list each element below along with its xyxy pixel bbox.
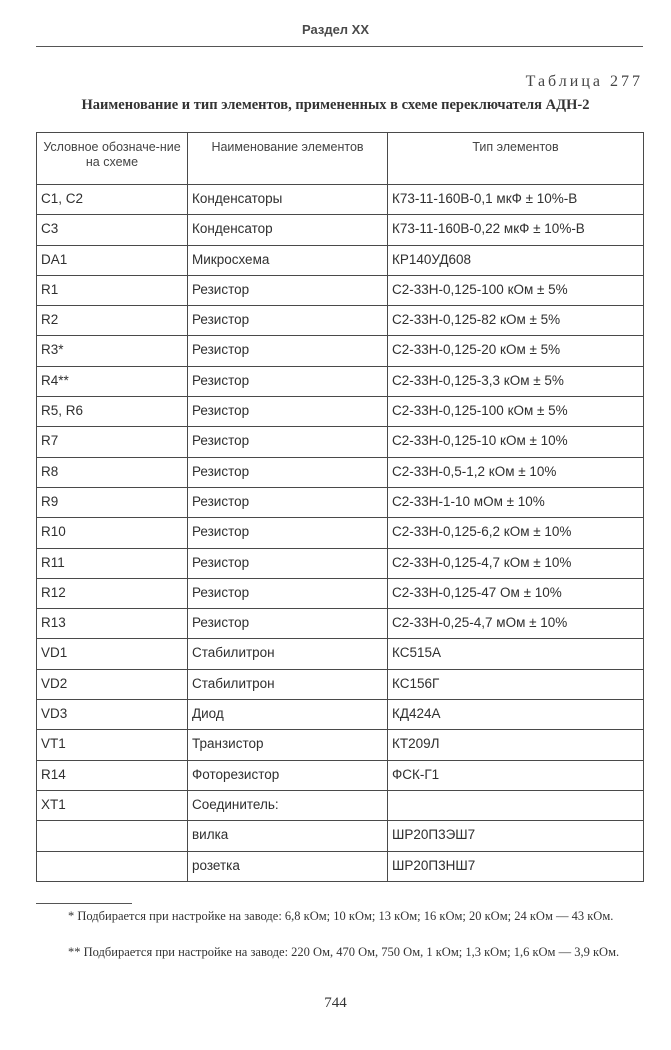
- table-caption: Наименование и тип элементов, примененных в схеме переключателя АДН-2: [81, 97, 590, 113]
- table-row: [37, 185, 644, 215]
- table-row: [37, 578, 644, 608]
- cell-designation: C1, C2: [37, 185, 188, 215]
- cell-element-type: КТ209Л: [388, 730, 644, 760]
- cell-element-type: С2-33Н-0,25-4,7 мОм ± 10%: [388, 609, 644, 639]
- table-row: [37, 427, 644, 457]
- cell-element-name: Резистор: [188, 548, 388, 578]
- cell-designation: R10: [37, 518, 188, 548]
- cell-designation: R13: [37, 609, 188, 639]
- cell-element-name: Диод: [188, 700, 388, 730]
- cell-element-name: Фоторезистор: [188, 760, 388, 790]
- table-row: [37, 518, 644, 548]
- cell-element-type: С2-33Н-0,125-47 Ом ± 10%: [388, 578, 644, 608]
- table-row: [37, 487, 644, 517]
- table-row: [37, 275, 644, 305]
- cell-designation: C3: [37, 215, 188, 245]
- cell-designation: R8: [37, 457, 188, 487]
- cell-element-name: Конденсаторы: [188, 185, 388, 215]
- table-row: [37, 306, 644, 336]
- column-header-name: Наименование элементов: [188, 133, 388, 185]
- cell-element-type: ШР20П3НШ7: [388, 851, 644, 881]
- cell-element-name: вилка: [188, 821, 388, 851]
- cell-designation: R12: [37, 578, 188, 608]
- cell-designation: R14: [37, 760, 188, 790]
- cell-designation: R2: [37, 306, 188, 336]
- cell-element-type: С2-33Н-0,125-3,3 кОм ± 5%: [388, 366, 644, 396]
- column-header-designation: Условное обозначе-ние на схеме: [37, 133, 188, 185]
- table-row: [37, 548, 644, 578]
- footnote-2: ** Подбирается при настройке на заводе: 220 Ом, 470 Ом, 750 Ом, 1 кОм; 1,3 кОм; 1,6 кОм — 3,9 кОм.: [68, 945, 620, 959]
- cell-element-name: Резистор: [188, 366, 388, 396]
- cell-element-name: Резистор: [188, 609, 388, 639]
- cell-element-name: розетка: [188, 851, 388, 881]
- cell-designation: VD2: [37, 669, 188, 699]
- table-row: [37, 851, 644, 881]
- table-row: [37, 730, 644, 760]
- cell-element-name: Микросхема: [188, 245, 388, 275]
- cell-element-type: ФСК-Г1: [388, 760, 644, 790]
- cell-element-name: Резистор: [188, 427, 388, 457]
- footnote-1: * Подбирается при настройке на заводе: 6,8 кОм; 10 кОм; 13 кОм; 16 кОм; 20 кОм; 24 кОм — 43 кОм.: [68, 909, 614, 923]
- cell-element-name: Резистор: [188, 306, 388, 336]
- table-row: [37, 821, 644, 851]
- cell-element-type: [388, 790, 644, 820]
- table-row: [37, 669, 644, 699]
- cell-element-type: С2-33Н-0,125-100 кОм ± 5%: [388, 275, 644, 305]
- table-row: [37, 336, 644, 366]
- cell-designation: XT1: [37, 790, 188, 820]
- table-row: [37, 215, 644, 245]
- cell-designation: R11: [37, 548, 188, 578]
- components-table: [36, 132, 644, 882]
- cell-element-type: КС515А: [388, 639, 644, 669]
- cell-designation: R9: [37, 487, 188, 517]
- cell-element-type: КС156Г: [388, 669, 644, 699]
- table-number: Таблица 277: [525, 73, 643, 90]
- cell-element-type: К73-11-160В-0,1 мкФ ± 10%-В: [388, 185, 644, 215]
- cell-element-name: Резистор: [188, 275, 388, 305]
- cell-element-name: Резистор: [188, 397, 388, 427]
- cell-element-name: Стабилитрон: [188, 669, 388, 699]
- page-number: 744: [324, 995, 347, 1011]
- cell-element-type: С2-33Н-0,125-100 кОм ± 5%: [388, 397, 644, 427]
- cell-element-type: КР140УД608: [388, 245, 644, 275]
- cell-element-type: С2-33Н-0,5-1,2 кОм ± 10%: [388, 457, 644, 487]
- cell-designation: VD1: [37, 639, 188, 669]
- cell-element-type: С2-33Н-0,125-20 кОм ± 5%: [388, 336, 644, 366]
- cell-designation: R7: [37, 427, 188, 457]
- cell-designation: R5, R6: [37, 397, 188, 427]
- cell-element-type: С2-33Н-0,125-6,2 кОм ± 10%: [388, 518, 644, 548]
- cell-designation: [37, 821, 188, 851]
- table-row: [37, 366, 644, 396]
- column-header-type: Тип элементов: [388, 133, 644, 185]
- table-body: [37, 185, 644, 882]
- cell-designation: [37, 851, 188, 881]
- table-row: [37, 760, 644, 790]
- cell-element-name: Резистор: [188, 457, 388, 487]
- cell-element-name: Конденсатор: [188, 215, 388, 245]
- cell-designation: VD3: [37, 700, 188, 730]
- footnote-divider: [36, 903, 132, 904]
- cell-element-name: Резистор: [188, 336, 388, 366]
- table-row: [37, 639, 644, 669]
- table-row: [37, 397, 644, 427]
- cell-element-type: С2-33Н-0,125-10 кОм ± 10%: [388, 427, 644, 457]
- cell-element-type: С2-33Н-0,125-4,7 кОм ± 10%: [388, 548, 644, 578]
- table-row: [37, 457, 644, 487]
- cell-element-name: Резистор: [188, 578, 388, 608]
- cell-designation: DA1: [37, 245, 188, 275]
- cell-element-type: К73-11-160В-0,22 мкФ ± 10%-В: [388, 215, 644, 245]
- cell-element-type: С2-33Н-1-10 мОм ± 10%: [388, 487, 644, 517]
- running-header: Раздел XX: [301, 22, 370, 37]
- cell-element-name: Соединитель:: [188, 790, 388, 820]
- cell-element-name: Транзистор: [188, 730, 388, 760]
- cell-designation: R1: [37, 275, 188, 305]
- cell-designation: VT1: [37, 730, 188, 760]
- cell-element-name: Стабилитрон: [188, 639, 388, 669]
- header-divider: [36, 46, 643, 47]
- cell-element-type: С2-33Н-0,125-82 кОм ± 5%: [388, 306, 644, 336]
- table-header-row: [37, 133, 644, 185]
- cell-designation: R3*: [37, 336, 188, 366]
- cell-element-type: КД424А: [388, 700, 644, 730]
- table-row: [37, 245, 644, 275]
- table-row: [37, 700, 644, 730]
- cell-designation: R4**: [37, 366, 188, 396]
- cell-element-type: ШР20П3ЭШ7: [388, 821, 644, 851]
- cell-element-name: Резистор: [188, 518, 388, 548]
- table-row: [37, 790, 644, 820]
- table-row: [37, 609, 644, 639]
- cell-element-name: Резистор: [188, 487, 388, 517]
